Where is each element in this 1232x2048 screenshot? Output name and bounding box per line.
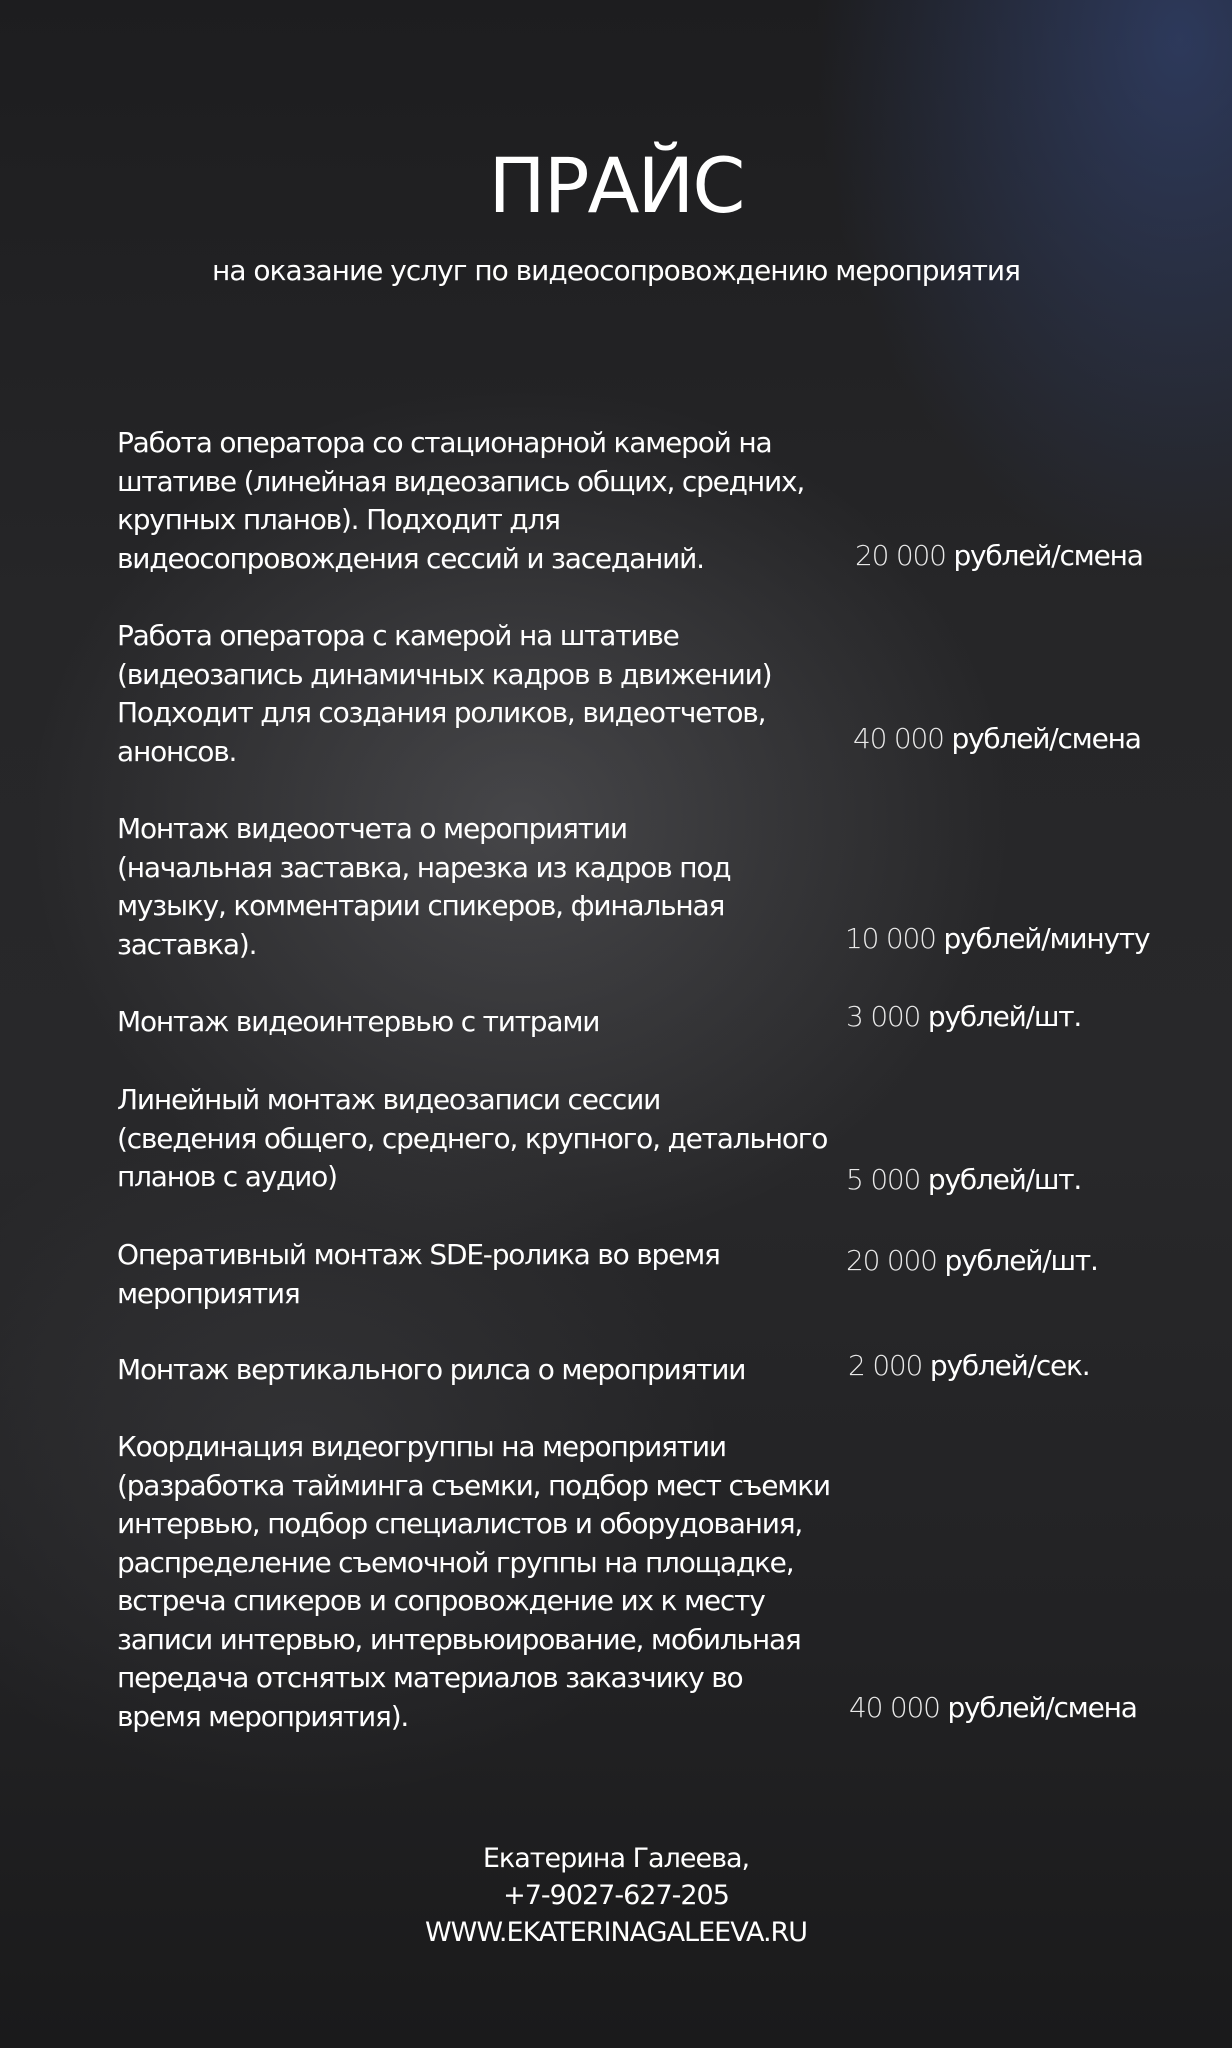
price-unit: рублей/смена [947,1691,1137,1724]
page-title: ПРАЙС [488,141,744,230]
price-unit: рублей/смена [951,722,1141,755]
service-price [849,1689,1137,1728]
service-price [846,1242,1098,1281]
price-amount: 3 000 [846,1000,921,1033]
price-unit: рублей/минуту [943,922,1150,955]
price-amount: 5 000 [846,1163,921,1196]
price-amount: 40 000 [849,1691,940,1724]
service-price [855,537,1143,576]
price-amount: 20 000 [855,539,946,572]
service-price [853,720,1141,759]
price-unit: рублей/шт. [927,1163,1082,1196]
service-description: Монтаж видеоинтервью с титрами [117,1005,600,1038]
page-subtitle: на оказание услуг по видеосопровождению мероприятия [212,254,1020,287]
contact-phone: +7-9027-627-205 [503,1880,729,1911]
contact-name: Екатерина Галеева, [482,1843,750,1874]
service-price [848,1347,1089,1386]
service-description: Монтаж вертикального рилса о мероприятии [117,1353,746,1386]
price-unit: рублей/сек. [929,1349,1090,1382]
contact-footer [0,1840,1232,1951]
service-price [845,920,1149,959]
price-amount: 20 000 [846,1244,937,1277]
service-description: Работа оператора со стационарной камерой на штативе (линейная видеозапись общих, средних, крупных планов). Подходит для видеосопровождения сессий и заседаний. [117,426,805,575]
service-description: Линейный монтаж видеозаписи сессии (сведения общего, среднего, крупного, детального планов с аудио) [117,1083,828,1193]
service-price [846,998,1081,1037]
service-description: Монтаж видеоотчета о мероприятии (начальная заставка, нарезка из кадров под музыку, комментарии спикеров, финальная заставка). [117,812,731,961]
service-description: Работа оператора с камерой на штативе (видеозапись динамичных кадров в движении) Подходит для создания роликов, видеотчетов, анонсов. [117,619,772,768]
price-unit: рублей/шт. [944,1244,1098,1277]
price-unit: рублей/шт. [927,1000,1082,1033]
price-unit: рублей/смена [953,539,1143,572]
price-amount: 2 000 [848,1349,923,1382]
contact-website: WWW.EKATERINAGALEEVA.RU [424,1917,808,1948]
price-amount: 40 000 [853,722,944,755]
service-price [846,1161,1081,1200]
service-description: Координация видеогруппы на мероприятии (разработка тайминга съемки, подбор мест съемки интервью, подбор специалистов и оборудования, распределение съемочной группы на площадке, встреча спикеров и сопровождение их к месту записи интервью, интервьюирование, мобильная передача отснятых материалов заказчику во время мероприятия). [117,1430,830,1733]
price-amount: 10 000 [845,922,936,955]
service-description: Оперативный монтаж SDE-ролика во время мероприятия [117,1238,720,1310]
